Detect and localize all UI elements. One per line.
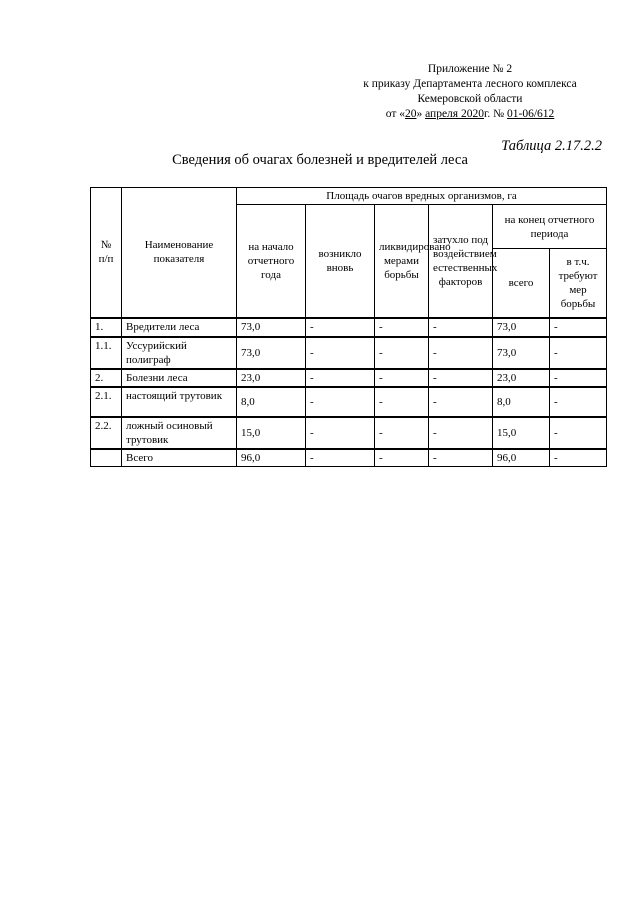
- table-label: Таблица 2.17.2.2: [501, 138, 602, 154]
- annex-line-1: Приложение № 2: [427, 63, 513, 75]
- document-title: Сведения об очагах болезней и вредителей леса: [172, 152, 468, 168]
- date-day: 20: [404, 108, 417, 120]
- cell: 23,0: [237, 369, 306, 387]
- cell: 23,0: [493, 369, 550, 387]
- cell: 2.2.: [91, 417, 122, 449]
- cell: -: [429, 449, 493, 467]
- cell: -: [429, 417, 493, 449]
- header-start-year: на начало отчетного года: [237, 205, 306, 318]
- annex-line-3: Кемеровской области: [417, 93, 523, 105]
- cell: -: [550, 369, 607, 387]
- cell: -: [550, 449, 607, 467]
- cell: Уссурийский полиграф: [122, 337, 237, 369]
- table-row: [91, 449, 607, 467]
- cell: -: [306, 369, 375, 387]
- cell: 1.1.: [91, 337, 122, 369]
- cell: -: [375, 387, 429, 417]
- cell: -: [375, 369, 429, 387]
- cell: 73,0: [237, 337, 306, 369]
- table-row: [91, 369, 607, 387]
- cell: ложный осиновый трутовик: [122, 417, 237, 449]
- cell: настоящий трутовик: [122, 387, 237, 417]
- table-row: [91, 417, 607, 449]
- header-area-group: Площадь очагов вредных организмов, га: [237, 188, 607, 205]
- annex-line-2: к приказу Департамента лесного комплекса: [363, 78, 577, 90]
- cell: -: [429, 337, 493, 369]
- cell: -: [429, 387, 493, 417]
- cell: -: [375, 318, 429, 337]
- header-end-period: на конец отчетного периода: [493, 205, 607, 249]
- table-row: [91, 387, 607, 417]
- header-liquidated: ликвидировано мерами борьбы: [375, 205, 429, 318]
- cell: 8,0: [237, 387, 306, 417]
- date-suffix: г. №: [483, 108, 507, 120]
- header-num: № п/п: [91, 188, 122, 318]
- cell: 1.: [91, 318, 122, 337]
- table-row: [91, 318, 607, 337]
- annex-date-line: [300, 107, 640, 122]
- date-prefix: от «: [385, 108, 405, 120]
- cell: 73,0: [493, 337, 550, 369]
- header-total: всего: [493, 249, 550, 318]
- cell: -: [306, 318, 375, 337]
- header-new: возникло вновь: [306, 205, 375, 318]
- date-mid: »: [416, 108, 426, 120]
- cell: -: [429, 369, 493, 387]
- cell: 73,0: [493, 318, 550, 337]
- cell: -: [429, 318, 493, 337]
- cell: Болезни леса: [122, 369, 237, 387]
- cell: 96,0: [493, 449, 550, 467]
- cell: -: [375, 417, 429, 449]
- cell: -: [306, 449, 375, 467]
- cell: 73,0: [237, 318, 306, 337]
- cell: -: [550, 337, 607, 369]
- cell: -: [550, 387, 607, 417]
- cell: -: [550, 318, 607, 337]
- cell: 15,0: [237, 417, 306, 449]
- cell: 2.: [91, 369, 122, 387]
- date-month-year: апреля 2020: [425, 108, 484, 120]
- cell: Вредители леса: [122, 318, 237, 337]
- header-name: Наименование показателя: [122, 188, 237, 318]
- header-natural: затухло под воздействием естественных факторов: [429, 205, 493, 318]
- cell: -: [306, 417, 375, 449]
- header-need-control: в т.ч. требуют мер борьбы: [550, 249, 607, 318]
- cell: -: [306, 387, 375, 417]
- cell: -: [550, 417, 607, 449]
- cell: -: [306, 337, 375, 369]
- cell: 2.1.: [91, 387, 122, 417]
- cell: 8,0: [493, 387, 550, 417]
- order-number: 01-06/612: [507, 108, 555, 120]
- table-row: [91, 337, 607, 369]
- cell: -: [375, 337, 429, 369]
- annex-block: [300, 62, 640, 122]
- cell: -: [375, 449, 429, 467]
- cell: 15,0: [493, 417, 550, 449]
- cell: [91, 449, 122, 467]
- pests-table: [90, 187, 607, 467]
- cell: 96,0: [237, 449, 306, 467]
- cell: Всего: [122, 449, 237, 467]
